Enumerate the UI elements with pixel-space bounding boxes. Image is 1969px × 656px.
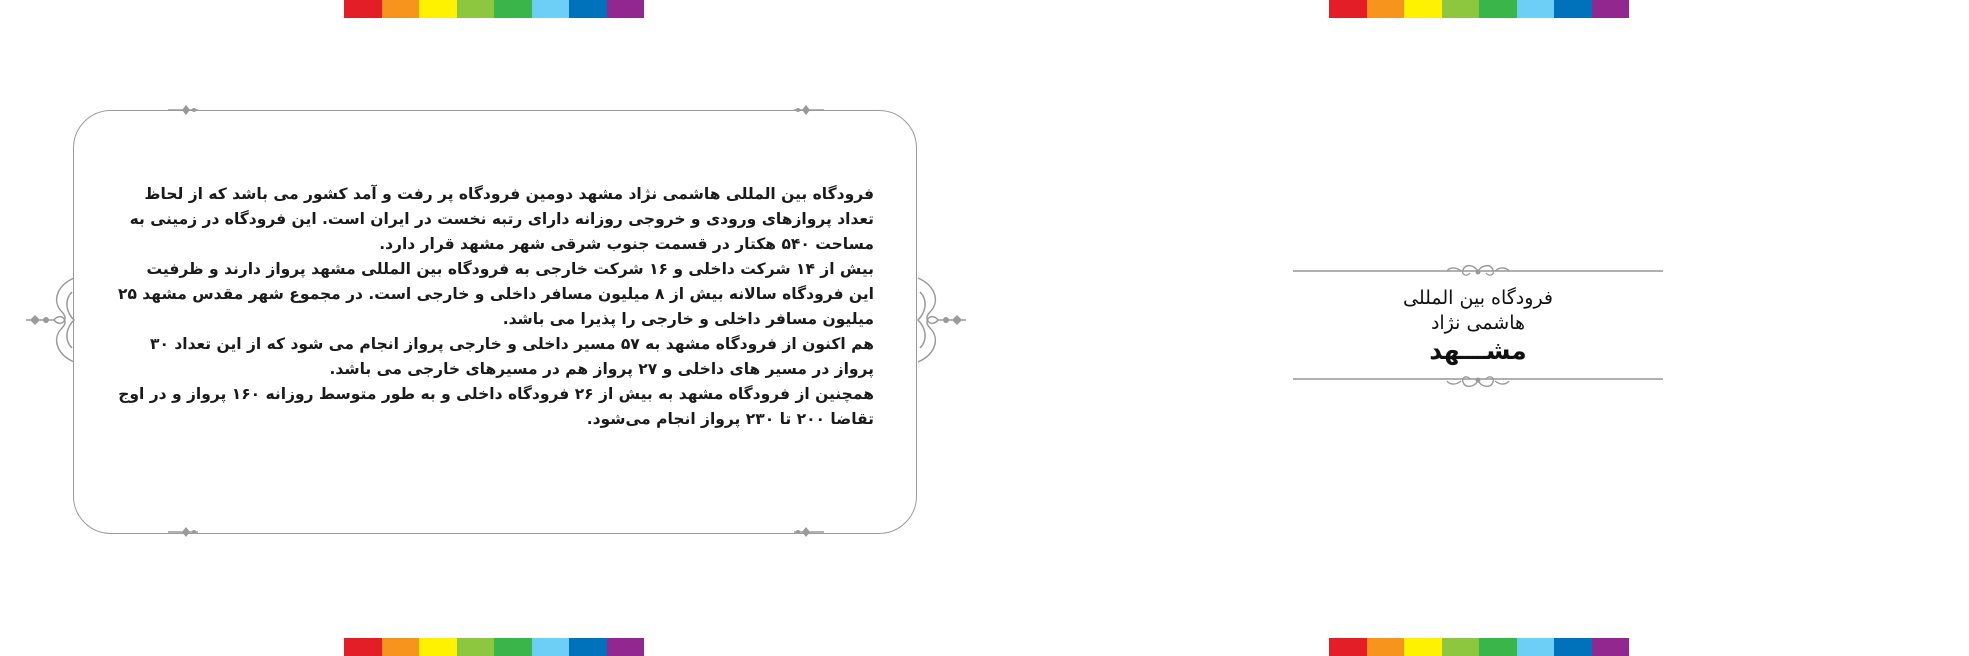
color-swatch	[457, 0, 495, 18]
color-strip-bottom-left	[344, 638, 644, 656]
color-swatch	[1404, 638, 1442, 656]
color-strip-bottom-right	[1329, 638, 1629, 656]
title-line-1: فرودگاه بین المللی	[1402, 287, 1554, 309]
color-swatch	[382, 638, 420, 656]
color-swatch	[569, 0, 607, 18]
corner-flourish-icon	[794, 524, 824, 540]
color-swatch	[494, 0, 532, 18]
color-swatch	[1367, 0, 1405, 18]
corner-flourish-icon	[168, 524, 198, 540]
color-swatch	[532, 0, 570, 18]
color-strip-top-right	[1329, 0, 1629, 18]
article-body	[118, 182, 874, 432]
color-swatch	[1442, 638, 1480, 656]
divider-flourish-icon	[1445, 372, 1511, 390]
color-swatch	[1329, 638, 1367, 656]
color-strip-top-left	[344, 0, 644, 18]
color-swatch	[1329, 0, 1367, 18]
color-swatch	[1479, 638, 1517, 656]
color-swatch	[1517, 0, 1555, 18]
paragraph: همچنین از فرودگاه مشهد به بیش از ۲۶ فرودگاه داخلی و به طور متوسط روزانه ۱۶۰ پرواز و در اوج تقاضا ۲۰۰ تا ۲۳۰ پرواز انجام می‌شود.	[118, 385, 874, 428]
paragraph: فرودگاه بین المللی هاشمی نژاد مشهد دومین فرودگاه پر رفت و آمد کشور می باشد که از لحاظ تعداد پروازهای ورودی و خروجی روزانه دارای رتبه نخست در ایران است. این فرودگاه در زمینی به مساحت ۵۴۰ هکتار در قسمت جنوب شرقی شهر مشهد قرار دارد.	[129, 185, 874, 253]
color-swatch	[494, 638, 532, 656]
color-swatch	[1554, 0, 1592, 18]
color-swatch	[1442, 0, 1480, 18]
paragraph: هم اکنون از فرودگاه مشهد به ۵۷ مسیر داخلی و خارجی پرواز انجام می شود که از این تعداد ۳۰ پرواز در مسیر های داخلی و ۲۷ پرواز هم در مسیرهای خارجی می باشد.	[150, 335, 874, 378]
title-line-2: هاشمی نژاد	[1430, 312, 1526, 334]
paragraph: بیش از ۱۴ شرکت داخلی و ۱۶ شرکت خارجی به فرودگاه بین المللی مشهد پرواز دارند و ظرفیت این فرودگاه سالانه بیش از ۸ میلیون مسافر داخلی و خارجی است. در مجموع شهر مقدس مشهد ۲۵ میلیون مسافر داخلی و خارجی را پذیرا می باشد.	[117, 260, 874, 328]
divider-flourish-icon	[1445, 262, 1511, 280]
title-block	[1293, 262, 1663, 386]
color-swatch	[419, 0, 457, 18]
left-side-ornament-icon	[26, 272, 78, 368]
corner-flourish-icon	[168, 102, 198, 118]
color-swatch	[532, 638, 570, 656]
color-swatch	[419, 638, 457, 656]
color-swatch	[1367, 638, 1405, 656]
color-swatch	[1517, 638, 1555, 656]
color-swatch	[1592, 0, 1630, 18]
corner-flourish-icon	[794, 102, 824, 118]
title-line-3: مشـــهد	[1429, 336, 1527, 365]
color-swatch	[1554, 638, 1592, 656]
color-swatch	[1592, 638, 1630, 656]
color-swatch	[344, 638, 382, 656]
color-swatch	[607, 638, 645, 656]
right-side-ornament-icon	[914, 272, 966, 368]
color-swatch	[382, 0, 420, 18]
color-swatch	[569, 638, 607, 656]
color-swatch	[1479, 0, 1517, 18]
color-swatch	[607, 0, 645, 18]
color-swatch	[457, 638, 495, 656]
color-swatch	[1404, 0, 1442, 18]
color-swatch	[344, 0, 382, 18]
